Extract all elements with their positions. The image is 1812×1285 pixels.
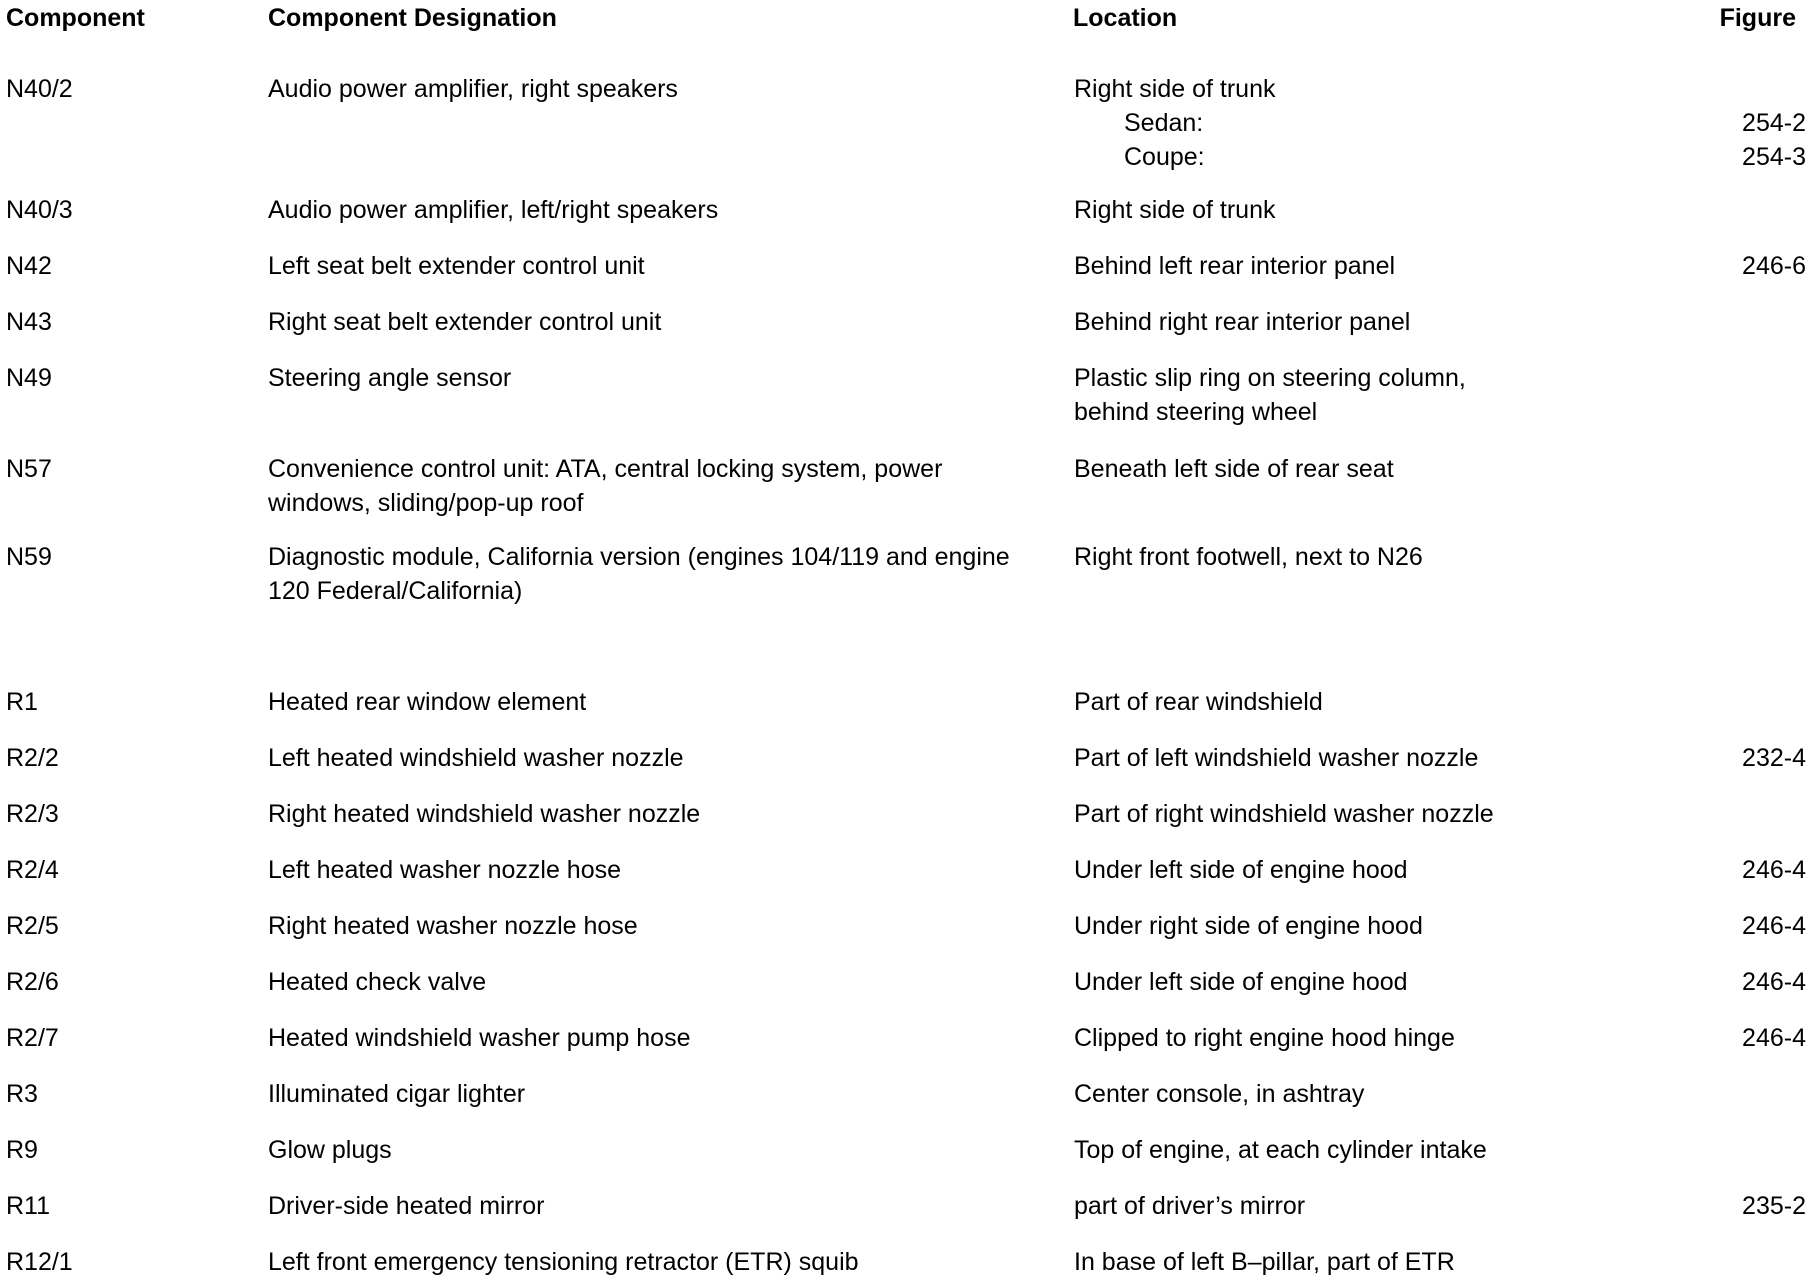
cell-component: R2/7 (6, 1024, 59, 1052)
cell-designation: Right seat belt extender control unit (268, 308, 662, 336)
table-row (0, 1245, 1812, 1285)
cell-component: N40/3 (6, 196, 73, 224)
cell-figure: 246-6 (1742, 252, 1806, 280)
table-row (0, 540, 1812, 612)
table-row (0, 853, 1812, 893)
table-row (0, 685, 1812, 725)
cell-figure: 246-4 (1742, 856, 1806, 884)
cell-location: Right side of trunk (1074, 196, 1276, 224)
table-row (0, 249, 1812, 289)
cell-component: N43 (6, 308, 52, 336)
table-row (0, 797, 1812, 837)
location-subrow (1074, 106, 1812, 140)
cell-location: Beneath left side of rear seat (1074, 455, 1394, 483)
cell-component: R2/3 (6, 800, 59, 828)
table-row (0, 72, 1812, 182)
cell-component: R2/5 (6, 912, 59, 940)
table-row (0, 193, 1812, 233)
table-row (0, 361, 1812, 433)
cell-location: Under left side of engine hood (1074, 968, 1408, 996)
cell-designation: Diagnostic module, California version (engines 104/119 and engine 120 Federal/California) (268, 543, 1010, 605)
cell-designation: Left front emergency tensioning retractor (ETR) squib (268, 1248, 859, 1276)
cell-figure: 246-4 (1742, 912, 1806, 940)
cell-location: Top of engine, at each cylinder intake (1074, 1136, 1487, 1164)
cell-component: N59 (6, 543, 52, 571)
cell-component: N42 (6, 252, 52, 280)
cell-component: R2/2 (6, 744, 59, 772)
cell-designation: Illuminated cigar lighter (268, 1080, 526, 1108)
cell-location: part of driver’s mirror (1074, 1192, 1306, 1220)
cell-figure: 235-2 (1742, 1192, 1806, 1220)
table-row (0, 909, 1812, 949)
cell-location: Clipped to right engine hood hinge (1074, 1024, 1455, 1052)
cell-location: Under right side of engine hood (1074, 912, 1423, 940)
cell-location: Under left side of engine hood (1074, 856, 1408, 884)
subrow-label: Coupe: (1124, 143, 1205, 171)
cell-designation: Right heated washer nozzle hose (268, 912, 638, 940)
header-designation: Component Designation (268, 4, 557, 32)
cell-location: Center console, in ashtray (1074, 1080, 1365, 1108)
cell-designation: Right heated windshield washer nozzle (268, 800, 701, 828)
header-component: Component (6, 4, 145, 32)
table-row (0, 1021, 1812, 1061)
table-row (0, 1133, 1812, 1173)
cell-figure: 254-2 (1742, 109, 1806, 137)
table-row (0, 452, 1812, 524)
table-header (0, 4, 1812, 44)
cell-designation: Left seat belt extender control unit (268, 252, 645, 280)
cell-designation: Audio power amplifier, right speakers (268, 75, 678, 103)
header-figure: Figure (1719, 4, 1796, 32)
cell-designation: Convenience control unit: ATA, central locking system, power windows, sliding/pop-up roof (268, 455, 943, 517)
header-location: Location (1073, 4, 1178, 32)
cell-location: Part of rear windshield (1074, 688, 1323, 716)
cell-designation: Steering angle sensor (268, 364, 512, 392)
cell-location: Part of right windshield washer nozzle (1074, 800, 1494, 828)
cell-location: Behind left rear interior panel (1074, 252, 1396, 280)
cell-designation: Glow plugs (268, 1136, 392, 1164)
cell-component: R1 (6, 688, 38, 716)
table-row (0, 965, 1812, 1005)
cell-designation: Audio power amplifier, left/right speakers (268, 196, 719, 224)
cell-designation: Left heated washer nozzle hose (268, 856, 622, 884)
cell-component: N57 (6, 455, 52, 483)
cell-location: In base of left B–pillar, part of ETR (1074, 1248, 1455, 1276)
cell-location: Part of left windshield washer nozzle (1074, 744, 1479, 772)
location-text: Right side of trunk (1074, 75, 1276, 103)
cell-component: R2/6 (6, 968, 59, 996)
cell-figure: 246-4 (1742, 968, 1806, 996)
cell-component: N49 (6, 364, 52, 392)
table-row (0, 1189, 1812, 1229)
cell-designation: Driver-side heated mirror (268, 1192, 545, 1220)
cell-figure: 246-4 (1742, 1024, 1806, 1052)
cell-component: R12/1 (6, 1248, 73, 1276)
cell-designation: Left heated windshield washer nozzle (268, 744, 684, 772)
cell-designation: Heated rear window element (268, 688, 587, 716)
cell-component: R9 (6, 1136, 38, 1164)
cell-figure: 232-4 (1742, 744, 1806, 772)
table-row (0, 305, 1812, 345)
cell-location: Right front footwell, next to N26 (1074, 543, 1423, 571)
cell-component: R2/4 (6, 856, 59, 884)
cell-component: R11 (6, 1192, 51, 1220)
cell-component: R3 (6, 1080, 38, 1108)
cell-location: Plastic slip ring on steering column, behind steering wheel (1074, 364, 1466, 426)
location-subrow (1074, 140, 1812, 174)
table-row (0, 741, 1812, 781)
cell-location: Behind right rear interior panel (1074, 308, 1411, 336)
cell-designation: Heated windshield washer pump hose (268, 1024, 691, 1052)
cell-figure: 254-3 (1742, 143, 1806, 171)
table-row (0, 1077, 1812, 1117)
cell-location (1074, 72, 1812, 174)
cell-designation: Heated check valve (268, 968, 487, 996)
cell-component: N40/2 (6, 75, 73, 103)
subrow-label: Sedan: (1124, 109, 1204, 137)
